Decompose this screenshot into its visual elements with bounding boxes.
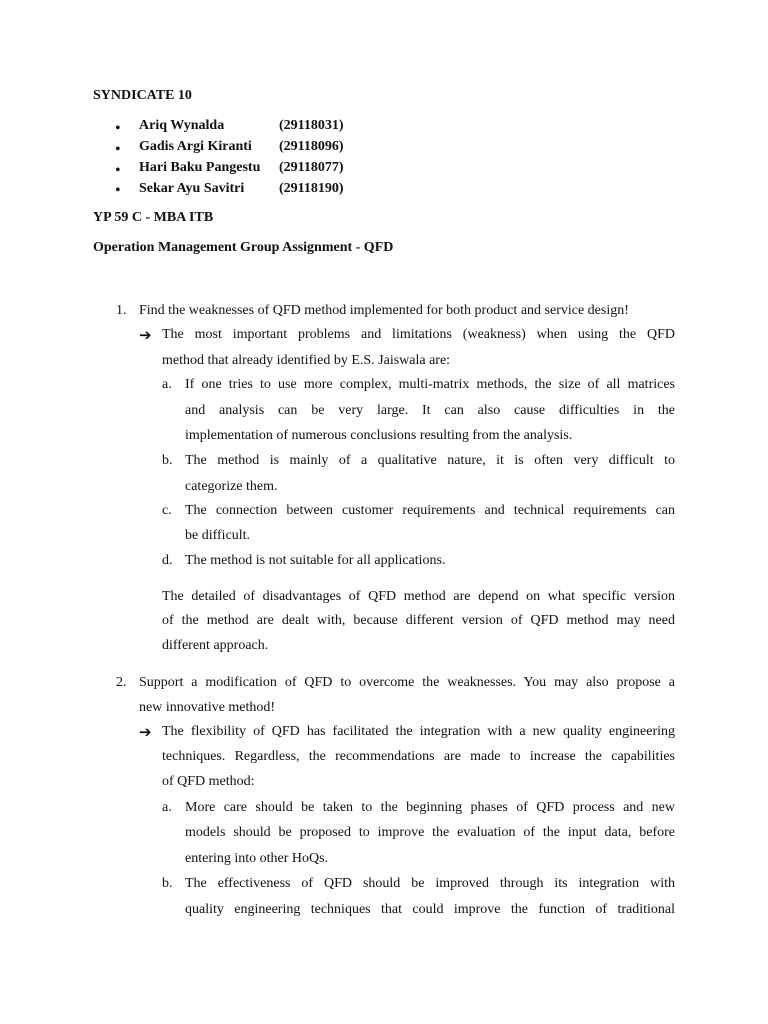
arrow-icon: ➔ bbox=[139, 328, 152, 344]
bullet-icon: • bbox=[115, 182, 121, 199]
member-name: Gadis Argi Kiranti bbox=[139, 139, 252, 154]
note-line: different approach. bbox=[162, 638, 269, 653]
bullet-icon: • bbox=[115, 141, 121, 158]
list-item-line: The connection between customer requirements and technical requirements can bbox=[185, 503, 675, 518]
list-marker: c. bbox=[162, 503, 172, 518]
answer-intro-line: The most important problems and limitations (weakness) when using the QFD bbox=[162, 327, 675, 342]
member-id: (29118031) bbox=[279, 118, 344, 133]
bullet-icon: • bbox=[115, 162, 121, 179]
answer-intro-line: method that already identified by E.S. Jaiswala are: bbox=[162, 353, 451, 368]
arrow-icon: ➔ bbox=[139, 725, 152, 741]
syndicate-heading: SYNDICATE 10 bbox=[93, 88, 192, 103]
member-id: (29118190) bbox=[279, 181, 344, 196]
program-line: YP 59 C - MBA ITB bbox=[93, 210, 214, 225]
member-name: Hari Baku Pangestu bbox=[139, 160, 261, 175]
member-name: Sekar Ayu Savitri bbox=[139, 181, 245, 196]
note-line: The detailed of disadvantages of QFD method are depend on what specific version bbox=[162, 589, 675, 604]
list-item-line: quality engineering techniques that could improve the function of traditional bbox=[185, 902, 675, 917]
list-marker: a. bbox=[162, 377, 172, 392]
assignment-title: Operation Management Group Assignment - QFD bbox=[93, 240, 394, 255]
list-item-line: The effectiveness of QFD should be improved through its integration with bbox=[185, 876, 675, 891]
answer-intro-line: techniques. Regardless, the recommendations are made to increase the capabilities bbox=[162, 749, 675, 764]
answer-intro-line: of QFD method: bbox=[162, 774, 255, 789]
list-marker: a. bbox=[162, 800, 172, 815]
list-marker: d. bbox=[162, 553, 173, 568]
answer-intro-line: The flexibility of QFD has facilitated the integration with a new quality engineering bbox=[162, 724, 675, 739]
member-name: Ariq Wynalda bbox=[139, 118, 225, 133]
list-item-line: models should be proposed to improve the evaluation of the input data, before bbox=[185, 825, 675, 840]
question-text: Support a modification of QFD to overcome the weaknesses. You may also propose a bbox=[139, 675, 675, 690]
list-item-line: More care should be taken to the beginning phases of QFD process and new bbox=[185, 800, 675, 815]
question-number: 1. bbox=[116, 303, 127, 318]
list-item-line: The method is mainly of a qualitative nature, it is often very difficult to bbox=[185, 453, 675, 468]
list-item-line: If one tries to use more complex, multi-matrix methods, the size of all matrices bbox=[185, 377, 675, 392]
list-item-line: and analysis can be very large. It can also cause difficulties in the bbox=[185, 403, 675, 418]
list-item-line: be difficult. bbox=[185, 528, 251, 543]
member-id: (29118077) bbox=[279, 160, 344, 175]
list-marker: b. bbox=[162, 876, 173, 891]
note-line: of the method are dealt with, because different version of QFD method may need bbox=[162, 613, 675, 628]
list-item-line: categorize them. bbox=[185, 479, 278, 494]
question-text: Find the weaknesses of QFD method implemented for both product and service design! bbox=[139, 303, 629, 318]
list-item-line: The method is not suitable for all applications. bbox=[185, 553, 446, 568]
member-id: (29118096) bbox=[279, 139, 344, 154]
list-item-line: implementation of numerous conclusions resulting from the analysis. bbox=[185, 428, 573, 443]
question-number: 2. bbox=[116, 675, 127, 690]
bullet-icon: • bbox=[115, 120, 121, 137]
list-marker: b. bbox=[162, 453, 173, 468]
question-text: new innovative method! bbox=[139, 700, 276, 715]
list-item-line: entering into other HoQs. bbox=[185, 851, 329, 866]
